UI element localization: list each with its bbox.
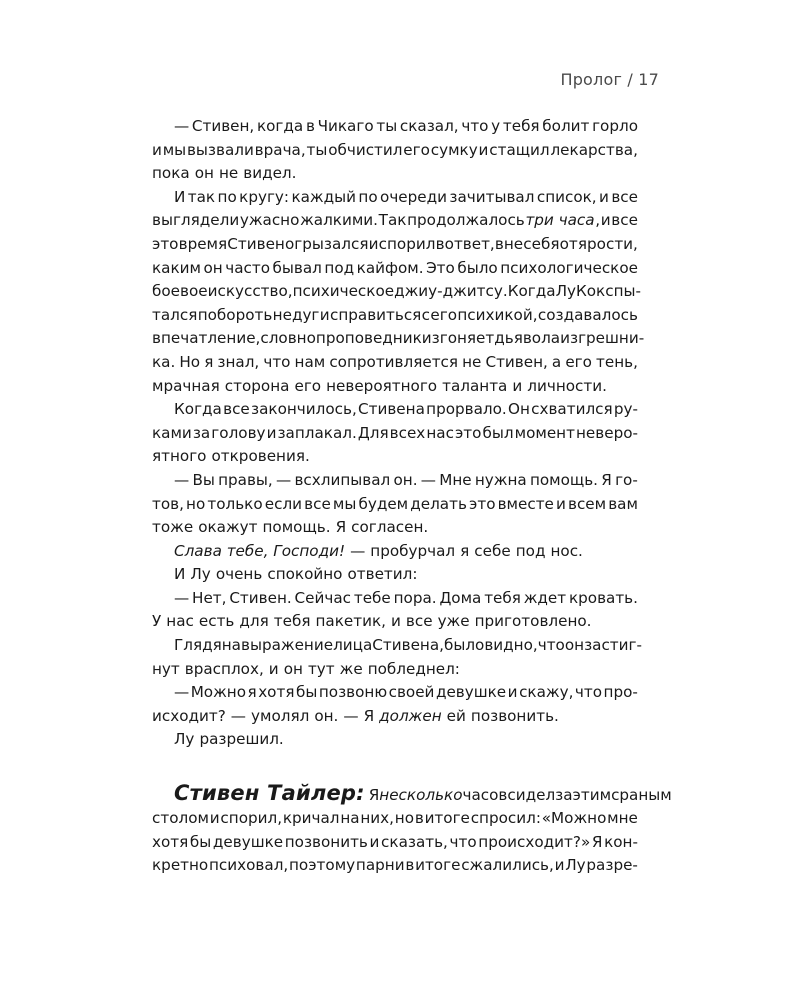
text-line: столом и спорил, кричал на них, но в итоге спросил: «Можно мне <box>152 809 638 828</box>
text-line: — Можно я хотя бы позвоню своей девушке и скажу, что про- <box>174 683 638 702</box>
text-line: выглядели ужасно жалкими. Так продолжалось три часа , и все <box>152 211 638 230</box>
text-line: Лу разрешил. <box>174 730 284 749</box>
tyler-paragraph <box>152 779 672 878</box>
tyler-first-line: Стивен Тайлер: Я несколько часов сидел за этим сраным <box>174 781 672 806</box>
speaker-name: Стивен Тайлер: <box>174 781 365 806</box>
text-line: хотя бы девушке позвонить и сказать, что происходит?» Я кон- <box>152 832 638 851</box>
text-line: кретно психовал, поэтому парни в итоге сжалились, и Лу разре- <box>152 856 638 875</box>
narrative-text <box>152 115 645 752</box>
text-line: тался побороть недуг и справиться с его психикой, создавалось <box>152 305 638 324</box>
text-line: Когда все закончилось, Стивена прорвало. Он схватился ру- <box>174 400 638 419</box>
text-line: тов, но только если все мы будем делать это вместе и всем вам <box>152 494 638 513</box>
text-line: ками за голову и заплакал. Для всех нас это был момент неверо- <box>152 423 638 442</box>
text-line: нут врасплох, и он тут же побледнел: <box>152 659 460 678</box>
text-line: ятного откровения. <box>152 447 310 466</box>
text-line: боевое искусство, психическое джиу-джитсу. Когда Лу Кокс пы- <box>152 282 641 301</box>
text-line: И так по кругу: каждый по очереди зачитывал список, и все <box>174 187 638 206</box>
text-line: тоже окажут помощь. Я согласен. <box>152 518 429 537</box>
text-line: каким он часто бывал под кайфом. Это было психологическое <box>152 258 638 277</box>
text-line: исходит? — умолял он. — Я должен ей позвонить. <box>152 706 559 725</box>
text-line: У нас есть для тебя пакетик, и все уже приготовлено. <box>152 612 592 631</box>
text-line: это время Стивен огрызался и спорил в ответ, вне себя от ярости, <box>152 234 638 253</box>
text-line: И Лу очень спокойно ответил: <box>174 565 418 584</box>
text-line: — Нет, Стивен. Сейчас тебе пора. Дома тебя ждет кровать. <box>174 588 638 607</box>
text-line: — Стивен, когда в Чикаго ты сказал, что у тебя болит горло <box>174 117 638 135</box>
text-line: мрачная сторона его невероятного таланта и личности. <box>152 376 607 395</box>
text-line: Слава тебе, Господи! — пробурчал я себе под нос. <box>174 541 583 560</box>
text-line: Глядя на выражение лица Стивена, было видно, что он застиг- <box>174 636 642 655</box>
text-line: ка. Но я знал, что нам сопротивляется не Стивен, а его тень, <box>152 352 638 371</box>
running-head: Пролог / 17 <box>560 70 659 89</box>
page-body <box>152 115 672 878</box>
text-line: впечатление, словно проповедник изгоняет дьявола из грешни- <box>152 329 645 348</box>
text-line: пока он не видел. <box>152 164 297 183</box>
text-line: и мы вызвали врача, ты обчистил его сумку и стащил лекарства, <box>152 140 638 159</box>
text-line: — Вы правы, — всхлипывал он. — Мне нужна помощь. Я го- <box>174 470 638 489</box>
